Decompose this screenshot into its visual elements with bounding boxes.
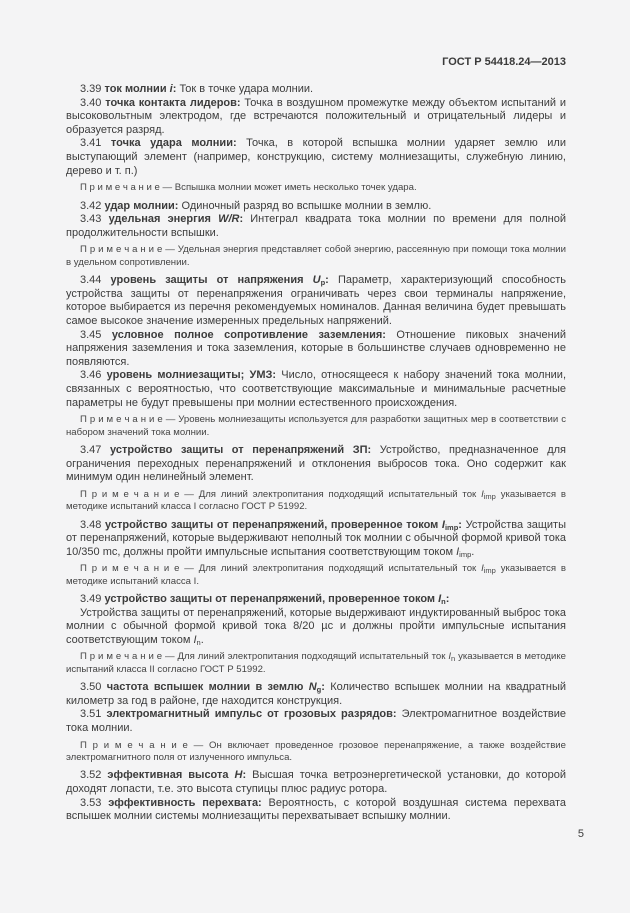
text-run: g: [316, 685, 322, 695]
text-run: Отношение пиковых значений напряжения заземления и тока заземления, которые в большинстве случаев одновременно не появляются.: [66, 328, 566, 368]
text-run: частота вспышек молнии в землю: [106, 681, 309, 694]
text-run: Устройства защиты от перенапряжений, которые выдерживают неполный ток молнии с обычной формой кривой тока 10/350 mc, должны пройти импульсные испытания соответствующим током: [66, 518, 567, 558]
text-run: :: [242, 769, 247, 782]
text-run: Ток в точке удара молнии.: [176, 83, 314, 95]
text-run: p: [320, 278, 326, 288]
text-run: imp: [459, 549, 472, 559]
text-run: imp: [483, 566, 496, 576]
text-run: удар молнии:: [104, 199, 179, 212]
text-run: imp: [483, 491, 496, 501]
note-paragraph: [66, 182, 566, 194]
text-run: Параметр, характеризующий способность устройства защиты от перенапряжения ограничивать через свои терминалы напряжение, которое выбирается из перечня рекомендуемых номиналов. Данная величина будет превышать самое высокое значение измеренных предельных напряжений.: [66, 274, 567, 327]
note-paragraph: [66, 489, 566, 514]
text-run: Число, относящееся к набору значений тока молнии, связанных с вероятностью, что соответствующие максимальные и минимальные расчетные параметры не будут превышены при молнии естественного происхождения.: [66, 369, 567, 409]
term-paragraph: [66, 329, 566, 370]
text-run: i: [169, 83, 173, 95]
text-run: I: [481, 488, 484, 500]
term-paragraph: [66, 797, 566, 824]
text-run: Точка в воздушном промежутке между объектом испытаний и высоковольтным электродом, где встречаются положительный и отрицательный лидеры и образуется разряд.: [66, 96, 567, 136]
text-run: электромагнитный импульс от грозовых разрядов:: [106, 708, 397, 721]
term-paragraph: [66, 444, 566, 485]
text-run: 3.53: [80, 796, 109, 809]
text-run: I: [438, 593, 442, 606]
term-paragraph: [66, 137, 566, 178]
term-paragraph: [66, 681, 566, 708]
text-run: :: [321, 681, 325, 694]
text-run: 3.44: [80, 274, 111, 287]
text-run: .: [471, 545, 475, 558]
text-run: 3.52: [80, 769, 108, 782]
text-run: 3.39: [80, 83, 105, 95]
text-run: I: [448, 651, 452, 663]
text-run: эффективная высота: [107, 769, 235, 782]
text-run: Высшая точка ветроэнергетической установки, до которой доходят лопасти, т.е. это высота ступицы плюс радиус ротора.: [66, 769, 567, 796]
term-paragraph: [66, 769, 566, 796]
note-paragraph: [66, 651, 566, 676]
text-run: ток молнии: [104, 83, 170, 95]
text-run: Интеграл квадрата тока молнии по времени для полной продолжительности вспышки.: [66, 213, 566, 239]
term-paragraph: [66, 83, 566, 97]
text-run: П р и м е ч а н и е — Для линий электропитания подходящий испытательный ток: [80, 651, 449, 663]
text-run: I: [481, 563, 484, 575]
text-run: указывается в методике испытаний класса II согласно ГОСТ Р 51992.: [66, 651, 566, 675]
text-run: I: [441, 518, 445, 531]
text-run: imp: [444, 522, 459, 532]
text-run: :: [458, 518, 462, 531]
text-run: Точка, в которой вспышка молнии ударяет землю или выступающий элемент (например, конструкцию, систему молниезащиты, служебную линию, дерево и т. п.): [66, 137, 566, 177]
text-run: уровень молниезащиты; УМЗ:: [106, 369, 277, 382]
text-run: :: [325, 274, 329, 287]
text-run: 3.41: [80, 137, 111, 150]
term-paragraph: [66, 369, 566, 410]
running-header: ГОСТ Р 54418.24—2013: [442, 56, 566, 68]
text-run: 3.40: [80, 96, 106, 109]
text-run: устройство защиты от перенапряжений, проверенное током: [105, 518, 442, 531]
text-run: n: [441, 597, 446, 607]
text-run: 3.48: [80, 518, 106, 531]
text-run: I: [193, 633, 197, 646]
text-run: I: [456, 545, 460, 558]
text-run: устройство защиты от перенапряжений ЗП:: [110, 443, 372, 456]
text-run: точка удара молнии:: [110, 137, 237, 150]
text-run: :: [172, 83, 177, 95]
text-run: П р и м е ч а н и е — Для линий электропитания подходящий испытательный ток: [80, 488, 482, 500]
term-paragraph: [66, 519, 566, 560]
text-run: 3.46: [80, 369, 107, 382]
text-run: n: [196, 637, 201, 647]
text-run: указывается в методике испытаний класса I.: [66, 563, 566, 587]
text-run: Устройства защиты от перенапряжений, которые выдерживают индуктированный выброс тока молнии с обычной формой кривой тока 8/20 µс и должны пройти импульсные испытания соответствующим током: [66, 606, 566, 646]
text-run: П р и м е ч а н и е — Вспышка молнии может иметь несколько точек удара.: [80, 182, 417, 194]
note-paragraph: [66, 244, 566, 269]
terms-section: [66, 83, 566, 824]
note-paragraph: [66, 414, 566, 439]
page-number: 5: [577, 828, 584, 840]
term-paragraph: [66, 97, 566, 138]
text-run: удельная энергия: [108, 213, 219, 226]
text-run: 3.47: [80, 443, 110, 456]
text-run: U: [312, 274, 321, 287]
text-run: n: [451, 654, 456, 664]
text-run: Вероятность, с которой воздушная система перехвата вспышек молнии системы молниезащиты перехватывает вспышку молнии.: [66, 796, 567, 823]
text-run: эффективность перехвата:: [108, 796, 262, 809]
text-run: уровень защиты от напряжения: [110, 274, 313, 287]
text-run: 3.42: [80, 199, 105, 212]
note-paragraph: [66, 563, 566, 588]
text-run: условное полное сопротивление заземления:: [111, 328, 386, 341]
text-run: устройство защиты от перенапряжений, проверенное током: [104, 593, 439, 606]
text-run: указывается в методике испытаний класса I согласно ГОСТ Р 51992.: [66, 488, 566, 513]
text-run: .: [200, 633, 204, 646]
text-run: 3.50: [80, 681, 107, 694]
text-run: 3.45: [80, 328, 112, 341]
term-paragraph: [66, 274, 566, 328]
text-run: :: [445, 593, 450, 606]
text-run: Электромагнитное воздействие тока молнии.: [66, 708, 567, 735]
text-run: Количество вспышек молнии на квадратный километр за год в районе, где находится конструкция.: [66, 681, 566, 707]
text-run: Одиночный разряд во вспышке молнии в землю.: [178, 199, 432, 212]
term-paragraph: [66, 708, 566, 735]
text-run: 3.43: [80, 213, 109, 226]
note-paragraph: [66, 740, 566, 765]
text-run: Устройство, предназначенное для ограничения переходных перенапряжений и отклонения выбросов тока. Оно содержит как минимум один нелинейный элемент.: [66, 443, 566, 484]
text-run: П р и м е ч а н и е — Уровень молниезащиты используется для разработки защитных мер в соответствии с набором значений тока молнии.: [66, 414, 566, 438]
text-run: H: [234, 769, 243, 782]
text-run: :: [239, 213, 244, 226]
text-run: N: [308, 681, 317, 694]
term-paragraph: [66, 200, 566, 214]
text-run: П р и м е ч а н и е — Он включает проведенное грозовое перенапряжение, а также воздействие электромагнитного поля от излученного импульса.: [66, 739, 566, 764]
text-run: W/R: [218, 213, 240, 226]
text-run: П р и м е ч а н и е — Удельная энергия представляет собой энергию, рассеянную при помощи тока молнии в удельном сопротивлении.: [66, 244, 566, 268]
text-run: точка контакта лидеров:: [105, 96, 241, 109]
text-run: 3.49: [80, 593, 105, 606]
term-paragraph: [66, 593, 566, 607]
text-block: [66, 56, 566, 824]
text-run: 3.51: [80, 708, 107, 721]
text-run: П р и м е ч а н и е — Для линий электропитания подходящий испытательный ток: [80, 563, 482, 575]
term-paragraph: [66, 213, 566, 240]
term-paragraph: [66, 607, 566, 648]
